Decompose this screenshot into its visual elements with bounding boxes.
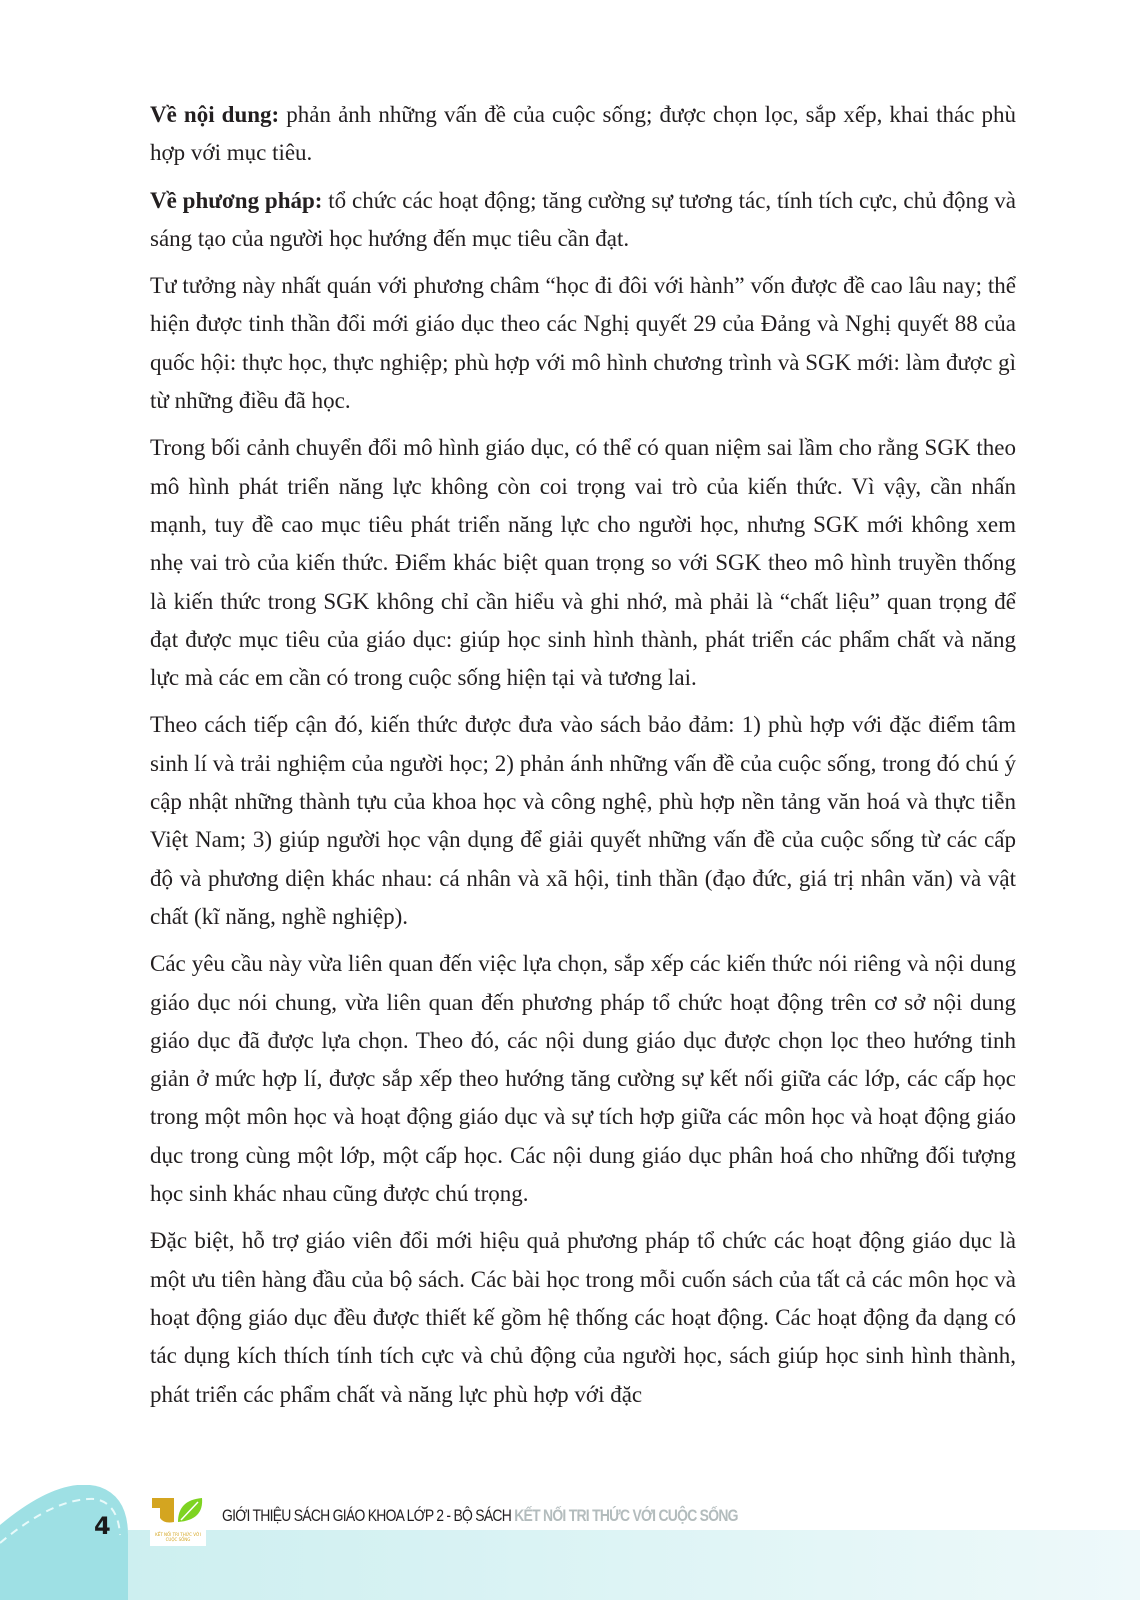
paragraph: Theo cách tiếp cận đó, kiến thức được đưa vào sách bảo đảm: 1) phù hợp với đặc điểm tâm sinh lí và trải nghiệm của người học; 2) phản ánh những vấn đề của cuộc sống, trong đó chú ý cập nhật những thành tựu của khoa học và công nghệ, phù hợp nền tảng văn hoá và thực tiễn Việt Nam; 3) giúp người học vận dụng để giải quyết những vấn đề của cuộc sống từ các cấp độ và phương diện khác nhau: cá nhân và xã hội, tinh thần (đạo đức, giá trị nhân văn) và vật chất (kĩ năng, nghề nghiệp). — [150, 712, 1016, 929]
footer-band — [128, 1530, 1140, 1600]
running-title — [222, 1506, 738, 1526]
publisher-logo — [150, 1496, 206, 1546]
series-name: KẾT NỐI TRI THỨC VỚI CUỘC SỐNG — [514, 1506, 738, 1525]
method-label: Về phương pháp: — [150, 187, 323, 213]
content-label: Về nội dung: — [150, 102, 280, 127]
page-tab-shape — [0, 1485, 128, 1600]
paragraph: Tư tưởng này nhất quán với phương châm “học đi đôi với hành” vốn được đề cao lâu nay; thể hiện được tinh thần đổi mới giáo dục theo các Nghị quyết 29 của Đảng và Nghị quyết 88 của quốc hội: thực học, thực nghiệp; phù hợp với mô hình chương trình và SGK mới: làm được gì từ những điều đã học. — [150, 273, 1016, 414]
paragraph-method — [150, 182, 1016, 259]
paragraph: Các yêu cầu này vừa liên quan đến việc lựa chọn, sắp xếp các kiến thức nói riêng và nội dung giáo dục nói chung, vừa liên quan đến phương pháp tổ chức hoạt động trên cơ sở nội dung giáo dục đã được lựa chọn. Theo đó, các nội dung giáo dục được chọn lọc theo hướng tinh giản ở mức hợp lí, được sắp xếp theo hướng tăng cường sự kết nối giữa các lớp, các cấp học trong một môn học và hoạt động giáo dục và sự tích hợp giữa các môn học và hoạt động giáo dục trong cùng một lớp, một cấp học. Các nội dung giáo dục phân hoá cho những đối tượng học sinh khác nhau cũng được chú trọng. — [150, 951, 1016, 1207]
page-body — [150, 96, 1016, 1423]
page-number: 4 — [94, 1512, 111, 1540]
leaf-logo-icon — [150, 1496, 206, 1532]
paragraph-content — [150, 96, 1016, 173]
paragraph: Trong bối cảnh chuyển đổi mô hình giáo dục, có thể có quan niệm sai lầm cho rằng SGK theo mô hình phát triển năng lực không còn coi trọng vai trò của kiến thức. Vì vậy, cần nhấn mạnh, tuy đề cao mục tiêu phát triển năng lực cho người học, nhưng SGK mới không xem nhẹ vai trò của kiến thức. Điểm khác biệt quan trọng so với SGK theo mô hình truyền thống là kiến thức trong SGK không chỉ cần hiểu và ghi nhớ, mà phải là “chất liệu” quan trọng để đạt được mục tiêu của giáo dục: giúp học sinh hình thành, phát triển các phẩm chất và năng lực mà các em cần có trong cuộc sống hiện tại và tương lai. — [150, 435, 1016, 691]
paragraph: Đặc biệt, hỗ trợ giáo viên đổi mới hiệu quả phương pháp tổ chức các hoạt động giáo dục là một ưu tiên hàng đầu của bộ sách. Các bài học trong mỗi cuốn sách của tất cả các môn học và hoạt động giáo dục đều được thiết kế gồm hệ thống các hoạt động. Các hoạt động đa dạng có tác dụng kích thích tính tích cực và chủ động của người học, sách giúp học sinh hình thành, phát triển các phẩm chất và năng lực phù hợp với đặc — [150, 1228, 1016, 1407]
method-text: tổ chức các hoạt động; tăng cường sự tương tác, tính tích cực, chủ động và sáng tạo của người học hướng đến mục tiêu cần đạt. — [150, 187, 1017, 251]
content-text: phản ảnh những vấn đề của cuộc sống; được chọn lọc, sắp xếp, khai thác phù hợp với mục tiêu. — [150, 102, 1016, 166]
logo-text: KẾT NỐI TRI THỨC VỚI CUỘC SỐNG — [155, 1532, 201, 1542]
running-title-text: GIỚI THIỆU SÁCH GIÁO KHOA LỚP 2 - BỘ SÁCH — [222, 1506, 515, 1525]
